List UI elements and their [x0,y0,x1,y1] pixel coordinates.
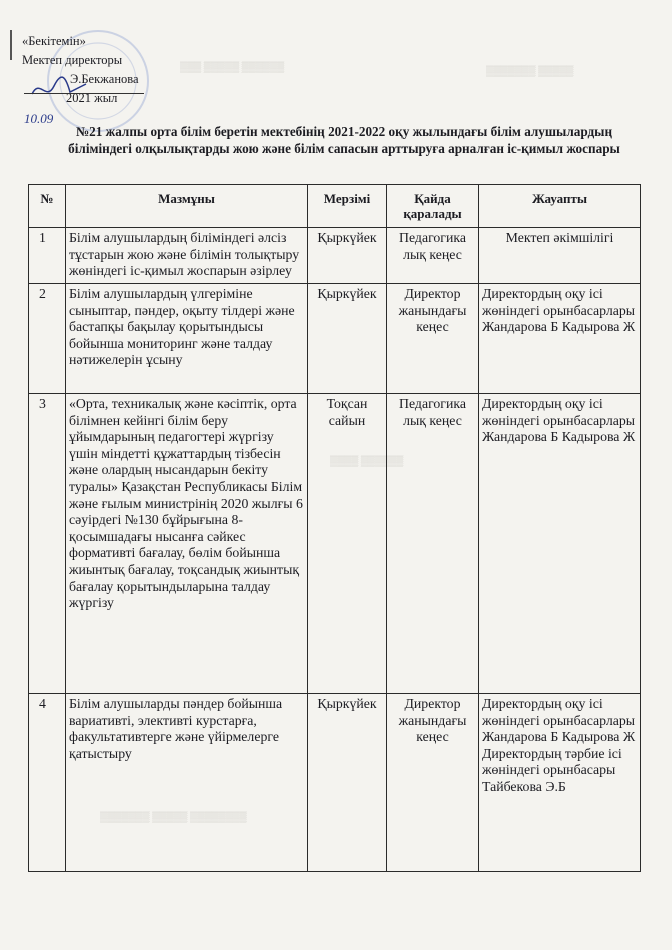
row-term: Қыркүйек [308,694,387,872]
bleed-through-text: ▒▒▒▒ ▒▒▒▒▒▒ [330,456,404,467]
header-responsible: Жауапты [479,185,641,228]
action-plan-table [28,184,641,872]
row-term: Қыркүйек [308,228,387,284]
approval-position: Мектеп директоры [22,53,123,67]
header-term: Мерзімі [308,185,387,228]
row-where: Педагогика лық кеңес [387,394,479,694]
approval-year: 2021 жыл [66,91,118,105]
row-term: Тоқсан сайын [308,394,387,694]
header-where: Қайда қаралады [387,185,479,228]
document-title: №21 жалпы орта білім беретін мектебінің 2021-2022 оқу жылындағы білім алушылардың біліміндегі олқылықтарды жою және білім сапасын арттыруға арналған іс-қимыл жоспары [68,124,620,156]
bleed-through-text: ▒▒▒▒▒▒▒ ▒▒▒▒▒ [486,66,574,77]
row-responsible: Директордың оқу ісі жөніндегі орынбасарлары Жандарова Б Кадырова Ж [479,284,641,394]
row-term: Қыркүйек [308,284,387,394]
header-number: № [29,185,66,228]
row-number: 1 [29,228,66,284]
table-row [29,228,641,284]
row-content: Білім алушыларды пәндер бойынша вариативті, элективті курстарға, факультативтерге және үйірмелерге қатыстыру [66,694,308,872]
row-where: Директор жанындағы кеңес [387,694,479,872]
table-header-row [29,185,641,228]
table-row [29,394,641,694]
handwritten-date: 10.09 [24,111,54,126]
row-content: «Орта, техникалық және кәсіптік, орта білімнен кейінгі білім беру ұйымдарының педагогтері жүргізу үшін міндетті құжаттардың тізбесін және олардың нысандарын бекіту туралы» Қазақстан Республикасы Білім және ғылым министрінің 2020 жылғы 6 сәуірдегі №130 бұйрығына 8-қосымшадағы нысанға сәйкес формативті бағалау, бөлім бойынша жиынтық бағалау, тоқсандық жиынтық бағалау қорытындыларына талдау жүргізу [66,394,308,694]
bleed-through-text: ▒▒▒▒▒▒▒ ▒▒▒▒▒ ▒▒▒▒▒▒▒▒ [100,812,247,823]
row-content: Білім алушылардың үлгеріміне сыныптар, пәндер, оқыту тілдері және бастапқы бақылау қорытындысы бойынша мониторинг және талдау нәтижелерін ұсыну [66,284,308,394]
row-where: Директор жанындағы кеңес [387,284,479,394]
director-name: Э.Бекжанова [70,72,139,86]
approval-label: «Бекітемін» [22,34,86,48]
row-responsible: Мектеп әкімшілігі [479,228,641,284]
row-number: 3 [29,394,66,694]
signature-line [24,93,144,94]
signature [26,74,96,104]
row-number: 2 [29,284,66,394]
row-number: 4 [29,694,66,872]
table-row [29,284,641,394]
row-where: Педагогика лық кеңес [387,228,479,284]
binding-mark [10,30,12,60]
table-row [29,694,641,872]
row-content: Білім алушылардың біліміндегі әлсіз тұстарын жою және білімін толықтыру жөніндегі іс-қимыл жоспарын әзірлеу [66,228,308,284]
row-responsible: Директордың оқу ісі жөніндегі орынбасарлары Жандарова Б Кадырова Ж [479,394,641,694]
header-content: Мазмұны [66,185,308,228]
row-responsible: Директордың оқу ісі жөніндегі орынбасарлары Жандарова Б Кадырова Ж Директордың тәрбие ісі жөніндегі орынбасары Тайбекова Э.Б [479,694,641,872]
bleed-through-text: ▒▒▒ ▒▒▒▒▒ ▒▒▒▒▒▒ [180,62,285,73]
